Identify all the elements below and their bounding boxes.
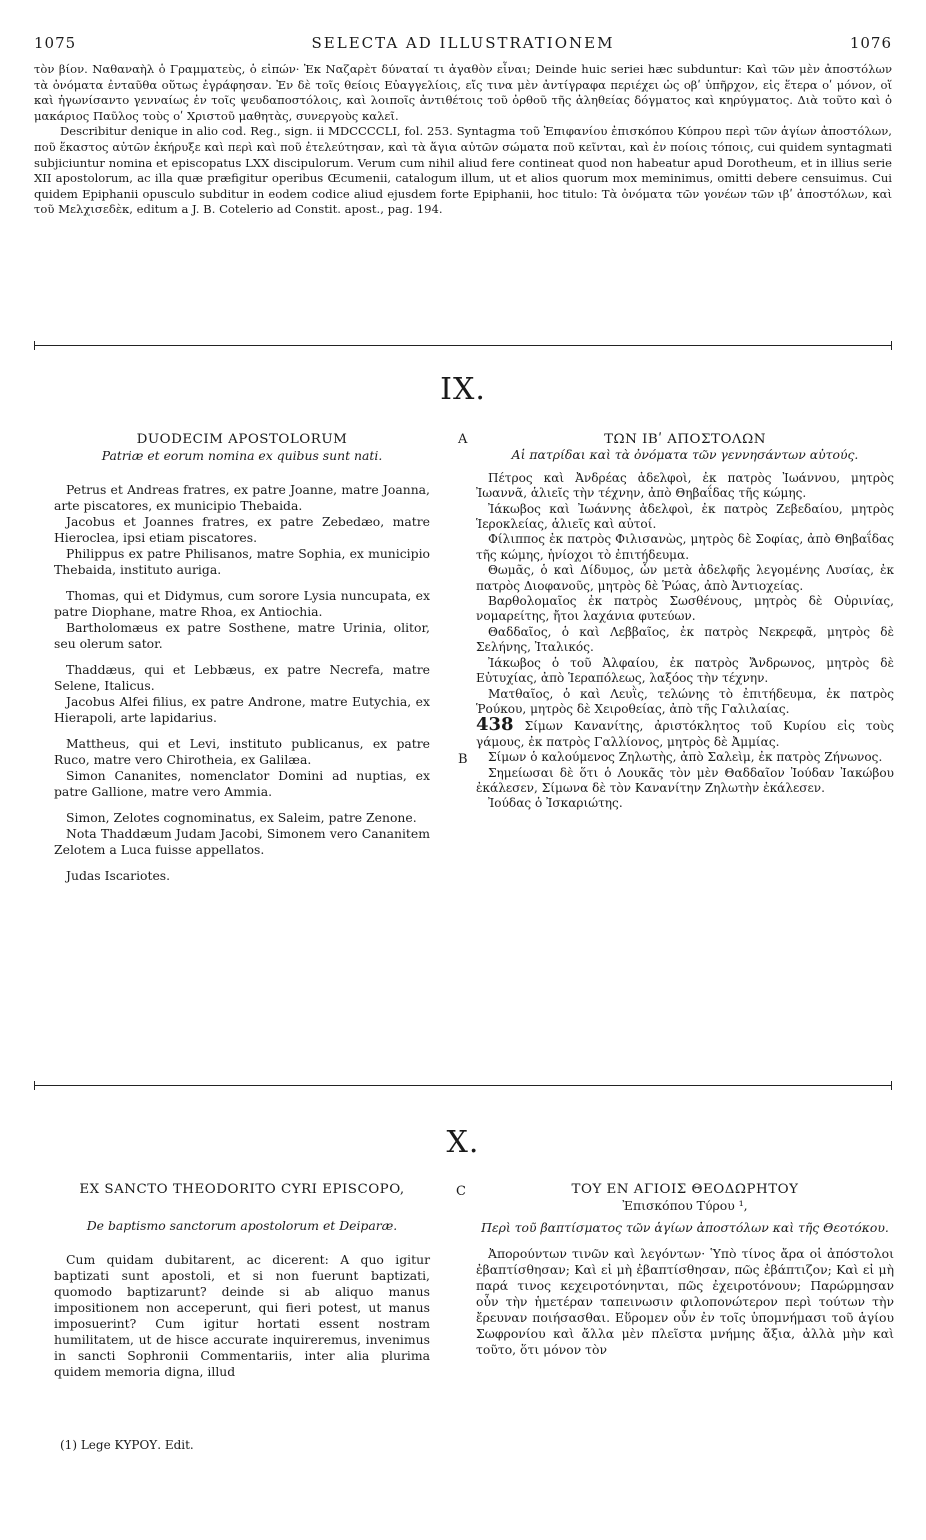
latin-entry: Jacobus et Joannes fratres, ex patre Zebedæo, matre Hierocleа, ipsi etiam piscatores. [54, 514, 430, 545]
greek-entry: Θαδδαῖος, ὁ καὶ Λεββαῖος, ἐκ πατρὸς Νεκρεφᾶ, μητρὸς δὲ Σελήνης, Ἰταλικός. [476, 624, 894, 655]
latin-entry: Bartholomæus ex patre Sosthene, matre Urinia, olitor, seu olerum sator. [54, 620, 430, 651]
greek-entry: Σημείωσαι δὲ ὅτι ὁ Λουκᾶς τὸν μὲν Θαδδαῖον Ἰούδαν Ἰακώβου ἐκάλεσεν, Σίμωνα δὲ τὸν Κανανίτην Ζηλωτὴν ἐκάλεσεν. [476, 765, 894, 795]
latin-entry: Judas Iscariotes. [66, 868, 171, 883]
section-divider [34, 1085, 892, 1086]
latin-heading: DUODECIM APOSTOLORUM [136, 432, 348, 447]
latin-entry: Nota Thaddæum Judam Jacobi, Simonem vero Cananitem Zelotem a Luca fuisse appellatos. [54, 826, 430, 857]
greek-entry: Ἰάκωβος ὁ τοῦ Ἀλφαίου, ἐκ πατρὸς Ἄνδρωνος, μητρὸς δὲ Εὐτυχίας, ἀπὸ Ἱεραπόλεως, λαξόος τὴν τέχνην. [476, 655, 894, 686]
greek-subheading: Αἱ πατρίδαι καὶ τὰ ὀνόματα τῶν γεννησάντων αὐτούς. [511, 447, 859, 463]
latin-subheading: De baptismo sanctorum apostolorum et Deiparæ. [86, 1218, 398, 1233]
latin-entry: Thaddæus, qui et Lebbæus, ex patre Necrefa, matre Selene, Italicus. [54, 662, 430, 693]
greek-heading: ΤΩΝ ΙΒʹ ΑΠΟΣΤΟΛΩΝ [604, 432, 766, 447]
intro-paragraph: τὸν βίον. Ναθαναὴλ ὁ Γραμματεὺς, ὁ εἰπών· Ἐκ Ναζαρὲτ δύναταί τι ἀγαθὸν εἶναι; Deinde huic seriei hæc subduntur: Καὶ τῶν μὲν ἀποστόλων τὰ ὀνόματα ἐνταῦθα οὕτως ἐγράφησαν. Ἐν δὲ τοῖς θείοις Εὐαγγελίοις, εἴς τινα μὲν ἀντίγραφα περιέχει ὡς οβʹ ὑπῆρχον, εἰς ἕτερα οʹ μόνον, οἵ καὶ ἠγωνίσαντο γενναίως ἐν τοῖς ψευδαποστόλοις, καὶ λοιποῖς ἀντιθέτοις τοῦ ὀρθοῦ τῆς ἀληθείας δόγματος καὶ κηρύγματος. Διὰ τοῦτο καὶ ὁ μακάριος Παῦλος τοὺς οʹ Χριστοῦ μαθητὰς, συνεργοὺς καλεῖ. [34, 62, 892, 123]
latin-entry: Thomas, qui et Didymus, cum sorore Lysia nuncupata, ex patre Diophane, matre Rhoa, ex Antiochia. [54, 588, 430, 619]
intro-text [34, 62, 892, 218]
greek-column [476, 1182, 894, 1358]
latin-heading: EX SANCTO THEODORITO CYRI EPISCOPO, [79, 1182, 405, 1197]
greek-subheading: Ἐπισκόπου Τύρου ¹, [622, 1198, 748, 1213]
running-title: SELECTA AD ILLUSTRATIONEM [311, 34, 615, 52]
column-marker: B [458, 752, 468, 767]
greek-entry-text: Σίμων Κανανίτης, ἀριστόκλητος τοῦ Κυρίου εἰς τοὺς γάμους, ἐκ πατρὸς Γαλλίονος, μητρὸς δὲ Ἀμμίας. [476, 719, 894, 749]
greek-entry [476, 714, 894, 750]
latin-column [54, 432, 430, 884]
latin-entry: Simon, Zelotes cognominatus, ex Saleim, patre Zenone. [66, 810, 417, 825]
greek-entry: Ματθαῖος, ὁ καὶ Λευῒς, τελώνης τὸ ἐπιτήδευμα, ἐκ πατρὸς Ῥούκου, μητρὸς δὲ Χειροθείας, ἀπὸ τῆς Γαλιλαίας. [476, 686, 894, 716]
greek-entry: Θωμᾶς, ὁ καὶ Δίδυμος, ὧν μετὰ ἀδελφῆς λεγομένης Λυσίας, ἐκ πατρὸς Διοφανοῦς, μητρὸς δὲ Ῥώας, ἀπὸ Ἀντιοχείας. [476, 563, 894, 593]
greek-entry: Ἰάκωβος καὶ Ἰωάννης ἀδελφοὶ, ἐκ πατρὸς Ζεβεδαίου, μητρὸς Ἱεροκλείας, ἁλιεῖς καὶ αὐτοί. [476, 501, 894, 532]
intro-paragraph: Describitur denique in alio cod. Reg., sign. ii MDCCCCLI, fol. 253. Syntagma τοῦ Ἐπιφανίου ἐπισκόπου Κύπρου περὶ τῶν ἁγίων ἀποστόλων, ποῦ ἕκαστος αὐτῶν ἐκήρυξε καὶ περὶ καὶ ποῦ ἐτελεύτησαν, καὶ τὰ ἅγια αὐτῶν σώματα ποῦ κεῖνται, καὶ ἐν ποίοις τόποις, cui quidem syntagmati subjiciuntur nomina et episcopatus LXX discipulorum. Verum cum nihil aliud fere contineat quod non habeatur apud Dorotheum, et in illius serie XII apostolorum, ac illa quæ præfigitur operibus Œcumenii, catalogum illum, ut et alios quorum mox meminimus, omitti debere censuimus. Cui quidem Epiphanii opusculo subditur in eodem codice aliud ejusdem forte Epiphanii, hoc titulo: Τὰ ὀνόματα τῶν γονέων τῶν ιβʹ ἀποστόλων, καὶ τοῦ Μελχισεδὲκ, editum a J. B. Cotelerio ad Constit. apost., pag. 194. [34, 124, 892, 217]
greek-entry: Πέτρος καὶ Ἀνδρέας ἀδελφοὶ, ἐκ πατρὸς Ἰωάννου, μητρὸς Ἰωαννᾶ, ἁλιεῖς τὴν τέχνην, ἀπὸ Θηβαΐδας τῆς κώμης. [476, 470, 894, 501]
latin-column [54, 1182, 430, 1380]
latin-entry: Mattheus, qui et Levi, instituto publicanus, ex patre Ruco, matre vero Chirotheia, ex Galilæa. [54, 736, 430, 767]
column-marker: A [458, 432, 468, 447]
greek-paragraph: Ἀπορούντων τινῶν καὶ λεγόντων· Ὑπὸ τίνος ἄρα οἱ ἀπόστολοι ἐβαπτίσθησαν; Καὶ εἰ μὴ ἐβαπτίσθησαν, πῶς ἐβάπτιζον; Καὶ εἰ μὴ παρά τινος κεχειροτόνηνται, πῶς ἐχειροτόνουν; Παρώρμησαν οὖν τὴν ἡμετέραν ταπεινωσιν φιλοπονώτερον περὶ τούτων τὴν ἔρευναν ποιήσασθαι. Εὕρομεν οὖν ἐν τοῖς ὑπομνήμασι τοῦ ἁγίου Σωφρονίου καὶ ἄλλα μὲν πλεῖστα μνήμης ἄξια, ἀλλὰ μὴν καὶ τοῦτο, ὅτι μόνον τὸν [476, 1246, 894, 1357]
section-divider [34, 345, 892, 346]
greek-entry: Ἰούδας ὁ Ἰσκαριώτης. [488, 796, 623, 811]
section-numeral: IX. [440, 372, 486, 407]
latin-entry: Jacobus Alfei filius, ex patre Androne, matre Eutychia, ex Hierapoli, arte lapidarius. [54, 694, 430, 725]
greek-entry: Βαρθολομαῖος ἐκ πατρὸς Σωσθένους, μητρὸς δὲ Οὐρινίας, νομαρείτης, ἤτοι λαχάνια φυτεύων. [476, 594, 894, 624]
column-marker: C [456, 1184, 466, 1199]
greek-entry: Φίλιππος ἐκ πατρὸς Φιλισανὼς, μητρὸς δὲ Σοφίας, ἀπὸ Θηβαΐδας τῆς κώμης, ἡνίοχοι τὸ ἐπιτήδευμα. [476, 532, 894, 562]
greek-entry: Σίμων ὁ καλούμενος Ζηλωτὴς, ἀπὸ Σαλεὶμ, ἐκ πατρὸς Ζήνωνος. [488, 750, 883, 765]
page-number-right: 1076 [849, 34, 892, 52]
latin-entry: Petrus et Andreas fratres, ex patre Joanne, matre Joanna, arte piscatores, ex municipio Thebaida. [54, 482, 430, 513]
latin-entry: Simon Cananites, nomenclator Domini ad nuptias, ex patre Gallione, matre vero Ammia. [54, 768, 430, 799]
latin-entry: Philippus ex patre Philisanos, matre Sophia, ex municipio Thebaida, instituto auriga. [54, 546, 430, 577]
footnote: (1) Lege ΚΥΡΟΥ. Edit. [60, 1438, 194, 1452]
greek-subheading: Περὶ τοῦ βαπτίσματος τῶν ἁγίων ἀποστόλων καὶ τῆς Θεοτόκου. [481, 1220, 889, 1235]
latin-paragraph: Cum quidam dubitarent, ac dicerent: A quo igitur baptizati sunt apostoli, et si non fuerunt baptizati, quomodo baptizarunt? deinde si ab aliquo manus impositionem non acceperunt, qui fieri potest, ut manus imposuerint? Cum igitur hortati essent nostram humilitatem, ut de hisce accurate inquireremus, invenimus in sancti Sophronii Commentariis, inter alia plurima quidem memoria digna, illud [54, 1252, 430, 1379]
page-number-left: 1075 [34, 34, 77, 52]
marginal-number: 438 [476, 714, 514, 736]
latin-subheading: Patriæ et eorum nomina ex quibus sunt nati. [101, 448, 383, 463]
running-header [34, 34, 892, 56]
section-numeral: X. [446, 1125, 480, 1160]
greek-heading: ΤΟΥ ΕΝ ΑΓΙΟΙΣ ΘΕΟΔΩΡΗΤΟΥ [571, 1182, 799, 1197]
greek-column [476, 432, 894, 812]
